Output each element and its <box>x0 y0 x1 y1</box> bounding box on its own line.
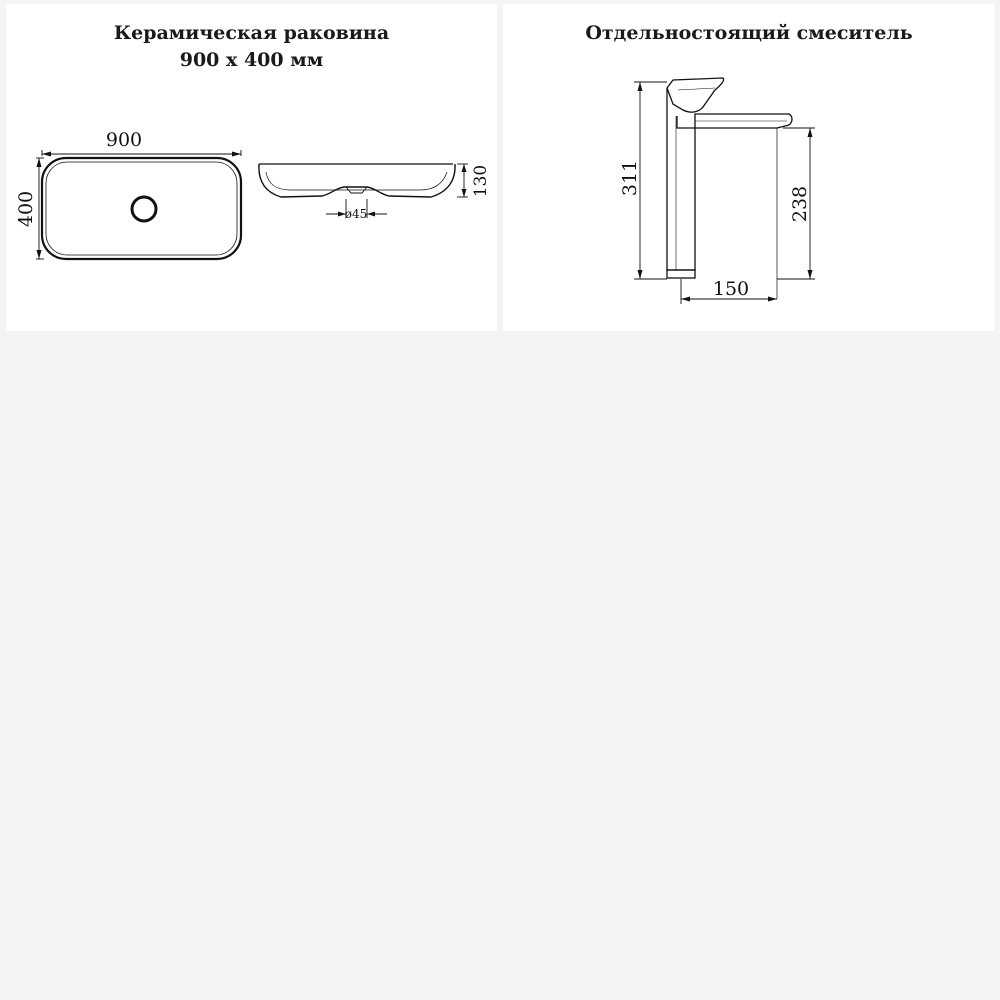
sink-drawing <box>6 4 497 331</box>
sink-depth-label: 400 <box>15 190 37 228</box>
sink-title: Керамическая раковина <box>113 22 390 44</box>
faucet-column <box>667 88 695 270</box>
faucet-base <box>667 270 695 278</box>
faucet-body <box>667 78 792 278</box>
sink-inner-outline <box>46 162 237 255</box>
sink-side-view <box>259 164 455 197</box>
faucet-title: Отдельностоящий смеситель <box>585 22 913 44</box>
faucet-panel <box>503 4 995 331</box>
sink-height-dimension <box>457 164 468 197</box>
sink-drain-label: ø45 <box>344 207 368 221</box>
faucet-handle <box>667 78 724 112</box>
drain-hole <box>132 197 156 221</box>
sink-size-title: 900 х 400 мм <box>179 49 324 71</box>
sink-width-label: 900 <box>105 129 143 151</box>
sink-side-outline <box>259 164 455 197</box>
faucet-reach-label: 150 <box>712 278 750 300</box>
faucet-drawing <box>503 4 995 331</box>
faucet-spout-height-label: 238 <box>789 185 811 223</box>
faucet-total-height-label: 311 <box>619 159 641 197</box>
sink-outline <box>42 158 241 259</box>
sink-panel <box>6 4 497 331</box>
sink-height-label: 130 <box>471 164 491 198</box>
sink-top-view <box>42 158 241 259</box>
